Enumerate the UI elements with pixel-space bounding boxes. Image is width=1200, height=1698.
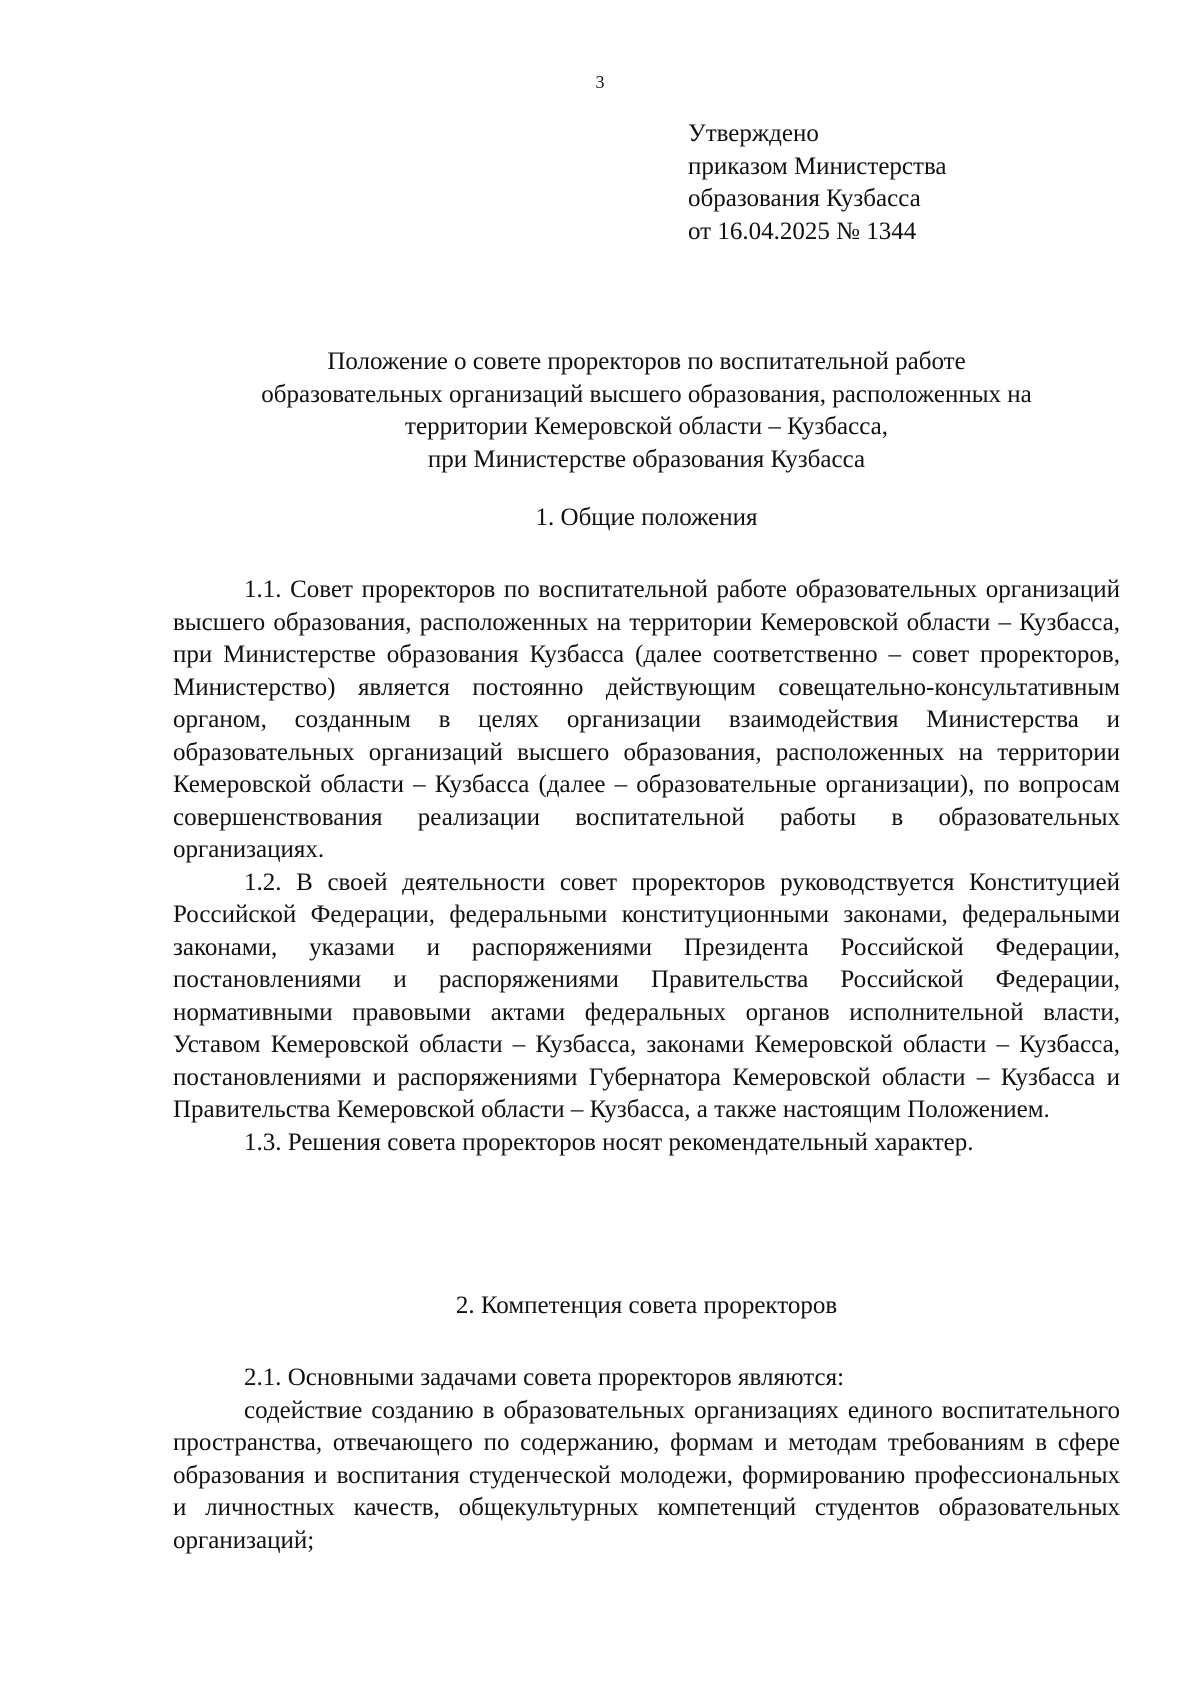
section-heading-2: 2. Компетенция совета проректоров <box>455 1292 838 1319</box>
approval-line: Утверждено <box>688 120 819 147</box>
section-2-body <box>173 1362 1120 1557</box>
title-line: Положение о совете проректоров по воспитательной работе <box>327 348 966 375</box>
section-1-body <box>173 574 1120 1159</box>
document-title <box>173 346 1120 476</box>
title-line: образовательных организаций высшего образования, расположенных на <box>261 380 1032 408</box>
page-number: 3 <box>595 72 605 92</box>
approval-line: образования Кузбасса <box>688 185 921 212</box>
paragraph-2-1-item: содействие созданию в образовательных организациях единого воспитательного пространства, отвечающего по содержанию, формам и методам требованиям в сфере образования и воспитания студенческой молодежи, формированию профессиональных и личностных качеств, общекультурных компетенций студентов образовательных организаций; <box>173 1396 1120 1554</box>
paragraph-2-1: 2.1. Основными задачами совета проректоров являются: <box>244 1364 845 1391</box>
title-line: территории Кемеровской области – Кузбасса, <box>405 413 888 440</box>
approval-stamp-block <box>688 118 1188 248</box>
paragraph-1-3: 1.3. Решения совета проректоров носят рекомендательный характер. <box>244 1128 974 1156</box>
approval-line: от 16.04.2025 № 1344 <box>688 217 917 245</box>
title-line: при Министерстве образования Кузбасса <box>427 445 866 473</box>
section-heading-1: 1. Общие положения <box>535 504 758 531</box>
approval-line: приказом Министерства <box>688 152 947 180</box>
paragraph-1-2: 1.2. В своей деятельности совет проректоров руководствуется Конституцией Российской Федерации, федеральными конституционными законами, федеральными законами, указами и распоряжениями Президента Российской Федерации, постановлениями и распоряжениями Правительства Российской Федерации, нормативными правовыми актами федеральных органов исполнительной власти, Уставом Кемеровской области – Кузбасса, законами Кемеровской области – Кузбасса, постановлениями и распоряжениями Губернатора Кемеровской области – Кузбасса и Правительства Кемеровской области – Кузбасса, а также настоящим Положением. <box>173 868 1120 1123</box>
paragraph-1-1: 1.1. Совет проректоров по воспитательной работе образовательных организаций высшего образования, расположенных на территории Кемеровской области – Кузбасса, при Министерстве образования Кузбасса (далее соответственно – совет проректоров, Министерство) является постоянно действующим совещательно-консультативным органом, созданным в целях организации взаимодействия Министерства и образовательных организаций высшего образования, расположенных на территории Кемеровской области – Кузбасса (далее – образовательные организации), по вопросам совершенствования реализации воспитательной работы в образовательных организациях. <box>173 576 1120 863</box>
